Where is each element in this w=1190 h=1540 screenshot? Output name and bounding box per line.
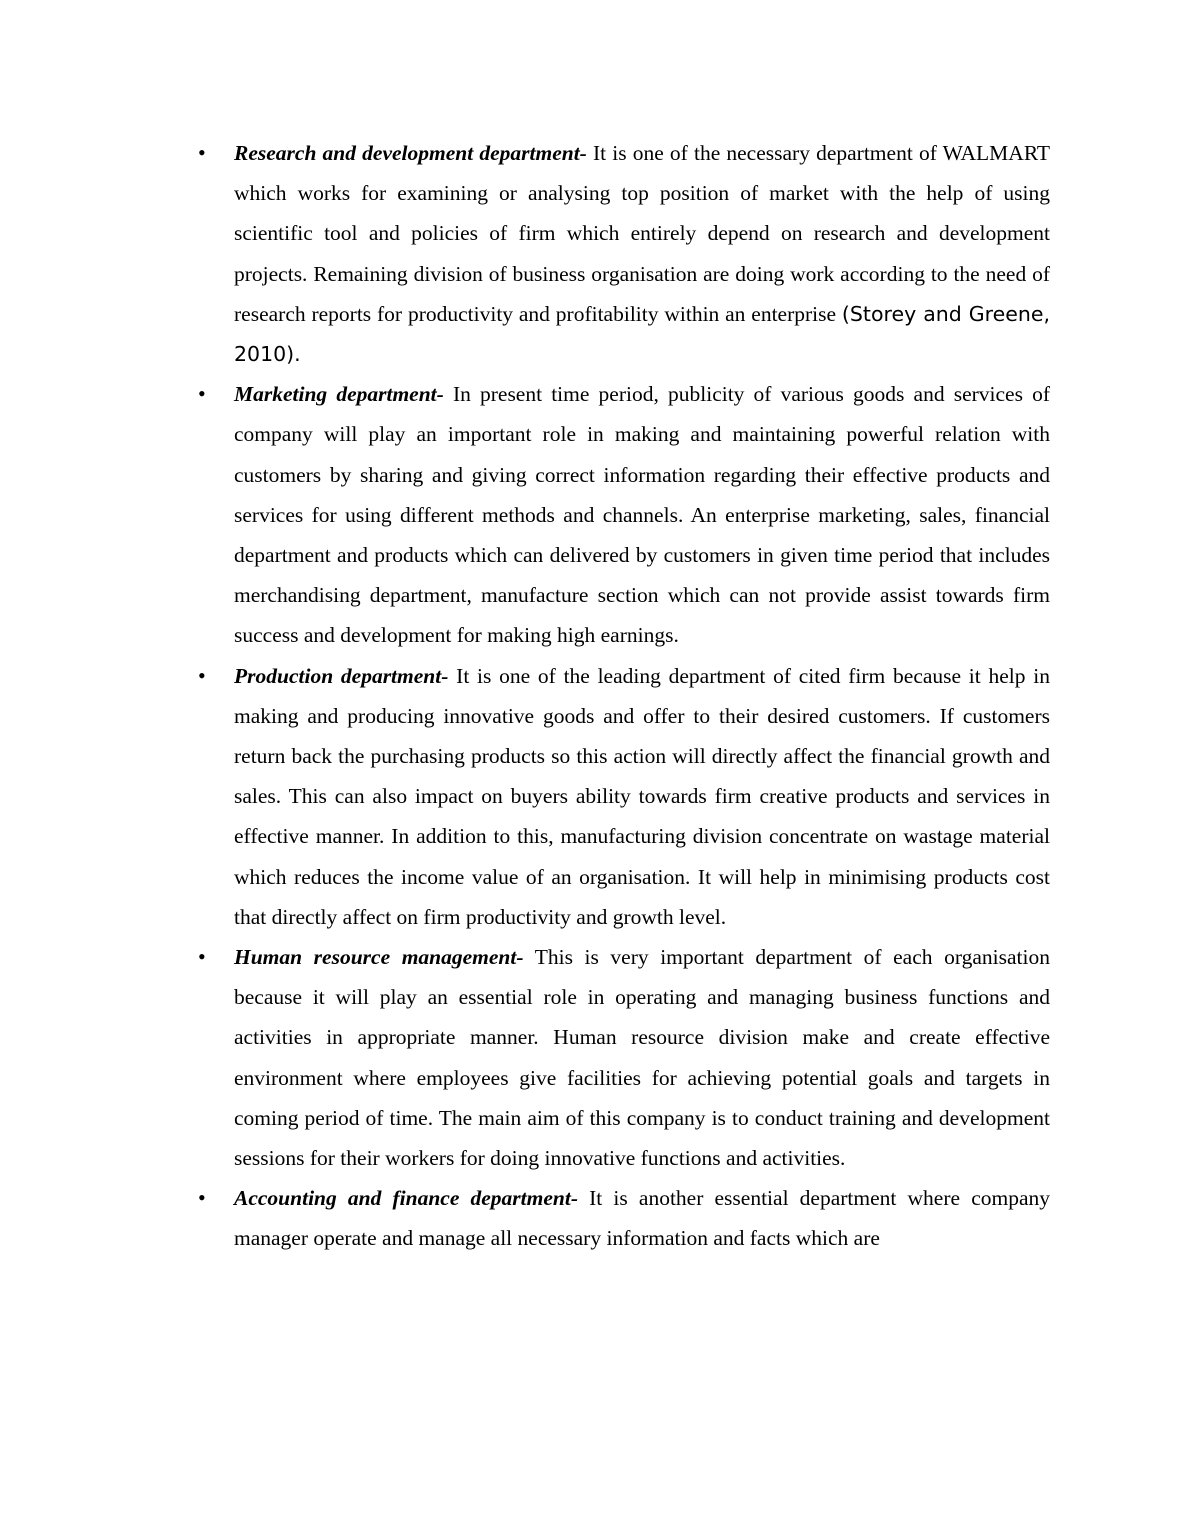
item-citation: (Storey and Greene, 2010). (234, 301, 1050, 367)
list-item-human-resource (198, 937, 1050, 1178)
item-text: In present time period, publicity of various goods and services of company will play an important role in making and maintaining powerful relation with customers by sharing and giving correct information regarding their effective products and services for using different methods and channels. An enterprise marketing, sales, financial department and products which can delivered by customers in given time period that includes merchandising department, manufacture section which can not provide assist towards firm success and development for making high earnings. (234, 382, 1050, 648)
bullet-icon: • (198, 1185, 206, 1211)
bullet-icon: • (198, 662, 206, 688)
item-term: Accounting and finance department- (234, 1186, 578, 1211)
item-term: Production department- (234, 663, 449, 688)
item-text: It is one of the necessary department of WALMART which works for examining or analysing top position of market with the help of using scientific tool and policies of firm which entirely depend on research and development projects. Remaining division of business organisation are doing work according to the need of research reports for productivity and profitability within an enterprise (234, 141, 1051, 326)
list-item-production (198, 656, 1050, 937)
item-text: It is one of the leading department of cited firm because it help in making and producing innovative goods and offer to their desired customers. If customers return back the purchasing products so this action will directly affect the financial growth and sales. This can also impact on buyers ability towards firm creative products and services in effective manner. In addition to this, manufacturing division concentrate on wastage material which reduces the income value of an organisation. It will help in minimising products cost that directly affect on firm productivity and growth level. (234, 663, 1050, 929)
list-item-research-and-development (198, 133, 1050, 374)
item-text: It is another essential department where company manager operate and manage all necessary information and facts which are (234, 1186, 1050, 1251)
department-bullet-list (198, 133, 1050, 1259)
list-item-marketing (198, 374, 1050, 655)
item-term: Research and development department- (234, 141, 587, 165)
item-text: This is very important department of each organisation because it will play an essential role in operating and managing business functions and activities in appropriate manner. Human resource division make and create effective environment where employees give facilities for achieving potential goals and targets in coming period of time. The main aim of this company is to conduct training and development sessions for their workers for doing innovative functions and activities. (234, 945, 1050, 1171)
bullet-icon: • (198, 944, 206, 970)
item-term: Human resource management- (234, 945, 524, 970)
item-term: Marketing department- (234, 382, 444, 407)
bullet-icon: • (198, 381, 206, 407)
list-item-accounting-finance (198, 1178, 1050, 1258)
bullet-icon: • (198, 140, 206, 165)
